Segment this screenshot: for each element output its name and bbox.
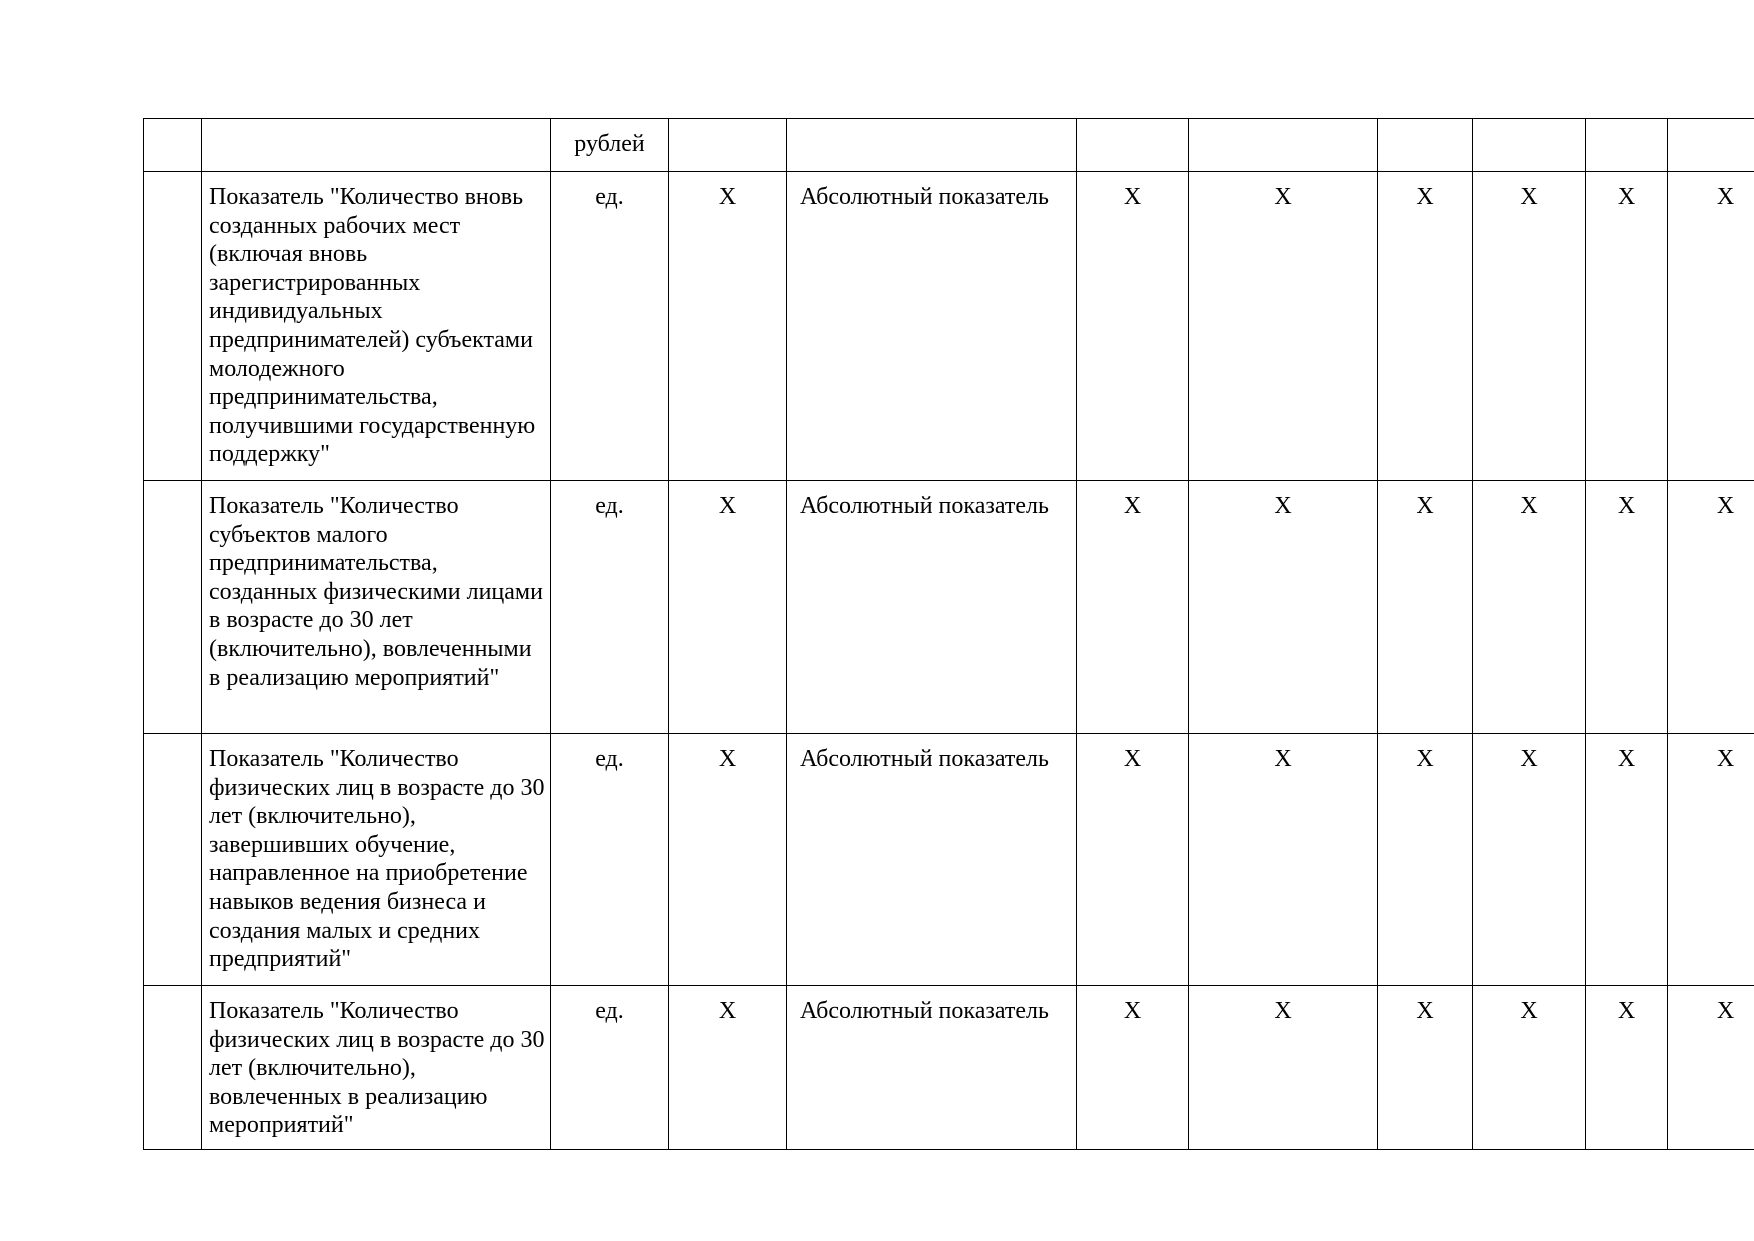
indicator-name-text: Показатель "Количество вновь созданных рабочих мест (включая вновь зарегистрированных индивидуальных предпринимателей) субъектами молодежного предпринимательства, получившими государственную поддержку" <box>209 184 536 468</box>
cell-unit <box>551 119 669 172</box>
cell-col-5: X <box>1077 986 1189 1150</box>
indicator-type-text: Абсолютный показатель <box>800 493 1049 519</box>
cell-col-3: X <box>669 172 787 481</box>
cell-col-5: X <box>1077 734 1189 986</box>
cell-col-10: X <box>1668 734 1754 986</box>
cell-number <box>144 734 202 986</box>
cell-col-8 <box>1473 119 1586 172</box>
indicator-type-text: Абсолютный показатель <box>800 184 1049 210</box>
cell-col-8: X <box>1473 172 1586 481</box>
cell-col-3: X <box>669 481 787 734</box>
cell-indicator-type <box>787 172 1077 481</box>
cell-indicator-type <box>787 119 1077 172</box>
cell-indicator-name <box>202 172 551 481</box>
cell-col-10: X <box>1668 986 1754 1150</box>
table-row-header-continuation <box>144 119 1754 172</box>
cell-col-9: X <box>1586 172 1668 481</box>
cell-indicator-type <box>787 986 1077 1150</box>
cell-number <box>144 481 202 734</box>
cell-col-7: X <box>1378 734 1473 986</box>
cell-number <box>144 172 202 481</box>
cell-col-8: X <box>1473 734 1586 986</box>
table-row <box>144 481 1754 734</box>
cell-col-7: X <box>1378 986 1473 1150</box>
indicator-type-text: Абсолютный показатель <box>800 998 1049 1024</box>
cell-col-3 <box>669 119 787 172</box>
cell-col-10: X <box>1668 172 1754 481</box>
cell-indicator-type <box>787 734 1077 986</box>
cell-col-9 <box>1586 119 1668 172</box>
cell-unit <box>551 986 669 1150</box>
cell-col-7: X <box>1378 172 1473 481</box>
cell-unit <box>551 734 669 986</box>
unit-text: ед. <box>595 998 624 1024</box>
cell-indicator-name <box>202 986 551 1150</box>
indicator-name-text: Показатель "Количество субъектов малого предпринимательства, созданных физическими лицами в возрасте до 30 лет (включительно), вовлеченными в реализацию мероприятий" <box>209 493 543 691</box>
cell-indicator-type <box>787 481 1077 734</box>
unit-text: ед. <box>595 493 624 519</box>
cell-col-3: X <box>669 986 787 1150</box>
cell-col-9: X <box>1586 734 1668 986</box>
cell-col-10: X <box>1668 481 1754 734</box>
indicator-type-text: Абсолютный показатель <box>800 746 1049 772</box>
cell-unit <box>551 172 669 481</box>
table-row <box>144 172 1754 481</box>
cell-col-6: X <box>1189 734 1378 986</box>
cell-col-6: X <box>1189 172 1378 481</box>
cell-col-6: X <box>1189 481 1378 734</box>
cell-col-8: X <box>1473 986 1586 1150</box>
indicator-name-text: Показатель "Количество физических лиц в возрасте до 30 лет (включительно), вовлеченных в реализацию мероприятий" <box>209 998 545 1139</box>
unit-continuation-text: рублей <box>574 131 645 157</box>
cell-col-6: X <box>1189 986 1378 1150</box>
cell-col-6 <box>1189 119 1378 172</box>
cell-col-7 <box>1378 119 1473 172</box>
cell-number <box>144 119 202 172</box>
cell-indicator-name <box>202 481 551 734</box>
cell-col-10 <box>1668 119 1754 172</box>
table-row <box>144 734 1754 986</box>
cell-col-5 <box>1077 119 1189 172</box>
cell-col-9: X <box>1586 481 1668 734</box>
cell-col-5: X <box>1077 172 1189 481</box>
indicators-table <box>143 118 1754 1150</box>
cell-unit <box>551 481 669 734</box>
indicator-name-text: Показатель "Количество физических лиц в возрасте до 30 лет (включительно), завершивших обучение, направленное на приобретение навыков ведения бизнеса и создания малых и средних предприятий" <box>209 746 545 973</box>
cell-col-8: X <box>1473 481 1586 734</box>
cell-indicator-name <box>202 119 551 172</box>
cell-col-7: X <box>1378 481 1473 734</box>
unit-text: ед. <box>595 184 624 210</box>
table-row <box>144 986 1754 1150</box>
unit-text: ед. <box>595 746 624 772</box>
cell-col-5: X <box>1077 481 1189 734</box>
cell-number <box>144 986 202 1150</box>
cell-indicator-name <box>202 734 551 986</box>
cell-col-3: X <box>669 734 787 986</box>
cell-col-9: X <box>1586 986 1668 1150</box>
